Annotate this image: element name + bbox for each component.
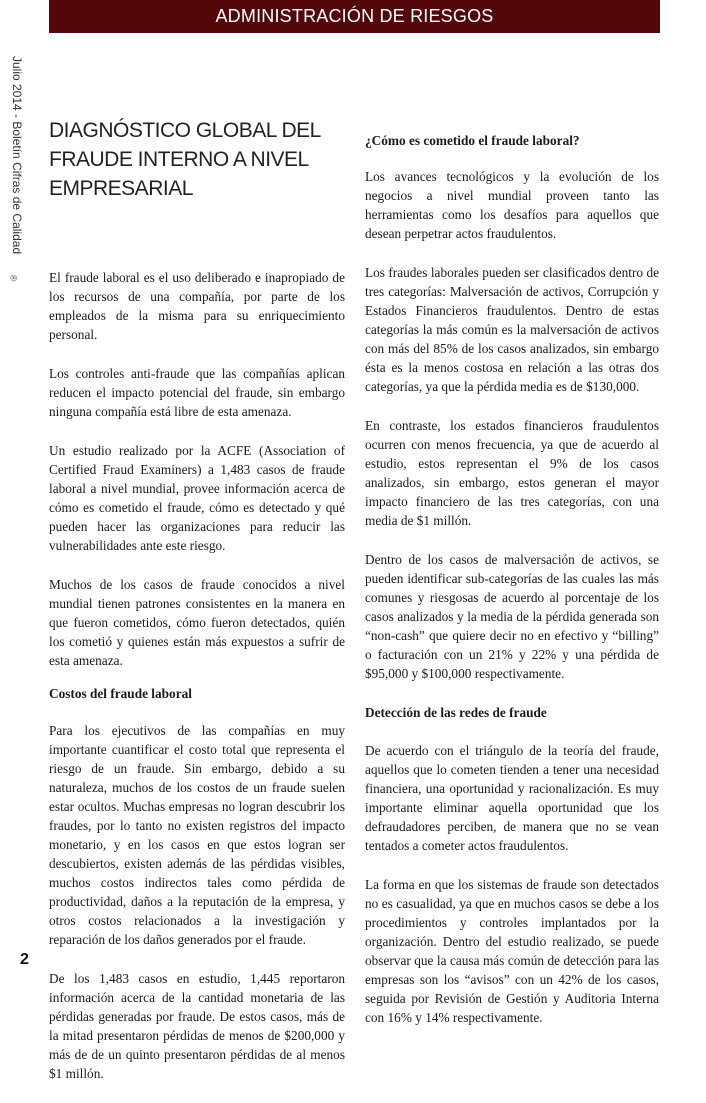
section-heading: ¿Cómo es cometido el fraude laboral? xyxy=(365,133,580,148)
article-title: DIAGNÓSTICO GLOBAL DEL FRAUDE INTERNO A NIVEL EMPRESARIAL xyxy=(49,119,321,200)
section-header-bar xyxy=(49,0,660,33)
paragraph: Los avances tecnológicos y la evolución de los negocios a nivel mundial proveen tanto las herramientas como los desafíos para aquellos que desean perpetrar actos fraudulentos. xyxy=(365,169,659,241)
running-sidebar xyxy=(4,56,24,266)
paragraph: Los fraudes laborales pueden ser clasificados dentro de tres categorías: Malversación de activos, Corrupción y Estados Financieros fraudulentos. Dentro de estas categorías la más común es la malversación de activos con más del 85% de los casos analizados, sin embargo ésta es la menos costosa en relación a las otras dos categorías, ya que la pérdida media es de $130,000. xyxy=(365,265,659,394)
paragraph: De los 1,483 casos en estudio, 1,445 reportaron información acerca de la cantidad monetaria de las pérdidas generadas por fraude. De estos casos, más de la mitad presentaron pérdidas de menos de $200,000 y más de de un quinto presentaron pérdidas de al menos $1 millón. xyxy=(49,971,345,1081)
paragraph: La forma en que los sistemas de fraude son detectados no es casualidad, ya que en muchos casos se debe a los procedimientos y controles implantados por la organización. Dentro del estudio realizado, se puede observar que la causa más común de detección para las empresas son los “avisos” con un 42% de los casos, seguida por Revisión de Gestión y Auditoria Interna con 16% y 14% respectivamente. xyxy=(365,877,659,1025)
paragraph: El fraude laboral es el uso deliberado e inapropiado de los recursos de una compañía, por parte de los empleados de la misma para su enriquecimiento personal. xyxy=(49,270,345,342)
registered-mark-icon: ® xyxy=(8,274,19,282)
left-column xyxy=(49,268,345,1103)
section-heading: Detección de las redes de fraude xyxy=(365,705,547,720)
paragraph: De acuerdo con el triángulo de la teoría del fraude, aquellos que lo cometen tienden a tener una necesidad financiera, una oportunidad y racionalización. Es muy importante eliminar aquella oportunidad que los defraudadores perciben, de manera que no se vean tentados a cometer actos fraudulentos. xyxy=(365,743,659,853)
paragraph: Un estudio realizado por la ACFE (Association of Certified Fraud Examiners) a 1,483 casos de fraude laboral a nivel mundial, provee información acerca de cómo es cometido el fraude, cómo es detectado y qué pueden hacer las organizaciones para reducir las vulnerabilidades ante este riesgo. xyxy=(49,443,345,553)
page-number: 2 xyxy=(20,951,29,968)
right-column xyxy=(365,131,659,1047)
paragraph: Muchos de los casos de fraude conocidos a nivel mundial tienen patrones consistentes en la manera en que fueron cometidos, cómo fueron detectados, quién los cometió y quienes están más expuestos a sufrir de esta amenaza. xyxy=(49,577,345,668)
paragraph: Los controles anti-fraude que las compañías aplican reducen el impacto potencial del fraude, sin embargo ninguna compañía está libre de esta amenaza. xyxy=(49,366,345,419)
paragraph: Para los ejecutivos de las compañías en muy importante cuantificar el costo total que representa el riesgo de un fraude. Sin embargo, debido a su naturaleza, muchos de los costos de un fraude suelen estar ocultos. Muchas empresas no logran descubrir los fraudes, por lo tanto no existen registros del impacto monetario, y en los casos en que estos logran ser descubiertos, existen además de las pérdidas visibles, muchos costos indirectos tales como pérdida de productividad, daños a la reputación de la empresa, y otros costos relacionados a la investigación y reparación de los daños generados por el fraude. xyxy=(49,723,345,947)
running-label: Julio 2014 - Boletín Cifras de Calidad xyxy=(10,56,24,255)
section-heading: Costos del fraude laboral xyxy=(49,686,192,701)
paragraph: En contraste, los estados financieros fraudulentos ocurren con menos frecuencia, ya que de acuerdo al estudio, estos representan el 9% de los casos analizados, sin embargo, estos generan el mayor impacto financiero de las tres categorías, con una media de $1 millón. xyxy=(365,418,659,528)
paragraph: Dentro de los casos de malversación de activos, se pueden identificar sub-categorías de las cuales las más comunes y riesgosas de acuerdo al porcentaje de los casos analizados y la media de la pérdida generada son “non-cash” que quiere decir no en efectivo y “billing” o facturación con un 21% y 22% y una pérdida de $95,000 y $100,000 respectivamente. xyxy=(365,552,659,681)
section-title: ADMINISTRACIÓN DE RIESGOS xyxy=(215,6,494,26)
